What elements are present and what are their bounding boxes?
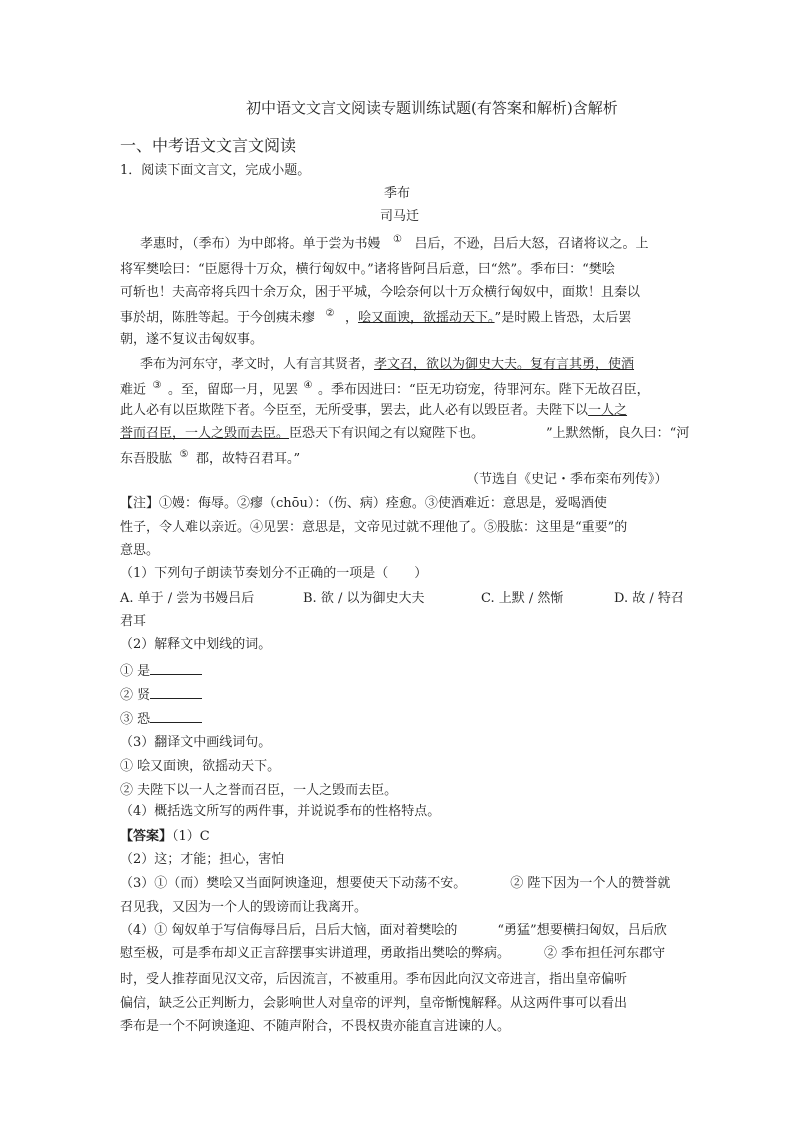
answer-text: （3）①（而）樊哙又当面阿谀逢迎，想要使天下动荡不安。 <box>120 876 467 891</box>
passage-text: ， <box>345 310 359 326</box>
passage-line <box>140 235 649 252</box>
passage-text: 孝惠时，（季布）为中郎将。单于尝为书嫚 <box>140 236 381 252</box>
section-heading: 一、中考语文文言文阅读 <box>120 136 297 155</box>
blank-label: ③ 恐 <box>120 712 151 727</box>
passage-line: 将军樊哙曰：“臣愿得十万众，横行匈奴中。”诸将皆阿吕后意，曰“然”。季布曰：“樊哙 <box>120 262 615 277</box>
footnote-marker: ③ <box>152 380 162 391</box>
option-b[interactable]: B. 欲 / 以为御史大夫 <box>303 591 425 606</box>
passage-text: 难近 <box>120 382 147 398</box>
passage-text: 孝文召，欲以为御史大夫。复有言其勇，使酒 <box>374 357 635 372</box>
option-d[interactable]: D. 故 / 特召 <box>614 591 684 606</box>
passage-text: ”是时殿上皆恐，太后罢 <box>494 310 632 326</box>
answer-line: 时，受人推荐面见汉文帝，后因流言，不被重用。季布因此向汉文帝进言，指出皇帝偏听 <box>120 972 628 987</box>
footnote-marker: ① <box>393 234 402 245</box>
passage-line <box>120 381 650 398</box>
translate-item: ① 哙又面谀，欲摇动天下。 <box>120 759 281 774</box>
answer-blank[interactable] <box>150 686 202 699</box>
answer-text: “勇猛”想要横扫匈奴，吕后欣 <box>497 923 667 938</box>
blank-label: ② 贤 <box>120 688 151 703</box>
blank-item[interactable] <box>120 686 202 704</box>
passage-text: 吕后，不逊，吕后大怒，召诸将议之。上 <box>414 236 649 252</box>
answer-blank[interactable] <box>150 710 202 723</box>
option-d-continued: 君耳 <box>120 614 147 629</box>
sub-question-3: （3）翻译文中画线词句。 <box>120 735 272 750</box>
footnote-marker: ④ <box>303 380 313 391</box>
sub-question-4: （4）概括选文所写的两件事，并说说季布的性格特点。 <box>120 804 441 819</box>
answer-line: （2）这；才能；担心，害怕 <box>120 852 285 867</box>
question-intro: 1．阅读下面文言文，完成小题。 <box>120 163 311 178</box>
passage-text: 此人必有以臣欺陛下者。今臣至，无所受事，罢去，此人必有以毁臣者。夫陛下以 <box>120 403 589 418</box>
passage-text: 。季布因进曰：“臣无功窃宠，待罪河东。陛下无故召臣， <box>318 382 650 398</box>
answer-line: 季布是一个不阿谀逢迎、不随声附合，不畏权贵亦能直言进谏的人。 <box>120 1019 511 1034</box>
answer-line <box>120 876 670 892</box>
blank-label: ① 是 <box>120 664 151 679</box>
passage-text: 东吾股肱 <box>120 451 173 467</box>
passage-line <box>120 426 689 442</box>
passage-line <box>120 309 631 326</box>
passage-line <box>120 450 300 467</box>
notes-line: 【注】①嫚：侮辱。②瘳（chōu）：（伤、病）痊愈。③使酒难近：意思是，爱喝酒使 <box>120 496 607 511</box>
underlined-sentence: 誉而召臣，一人之毁而去臣。 <box>120 426 290 441</box>
article-author: 司马迁 <box>380 209 420 224</box>
answer-line: 召见我，又因为一个人的毁谤而让我离开。 <box>120 900 368 915</box>
passage-text: 。至，留邸一月，见罢 <box>168 382 299 398</box>
passage-line <box>140 357 634 373</box>
answer-line: 偏信，缺乏公正判断力，会影响世人对皇帝的评判，皇帝惭愧解释。从这两件事可以看出 <box>120 996 628 1011</box>
blank-item[interactable] <box>120 710 202 728</box>
option-a[interactable]: A. 单于 / 尝为书嫚吕后 <box>120 591 255 606</box>
passage-line: 朝，遂不复议击匈奴事。 <box>120 332 264 347</box>
answer-label: 【答案】 <box>120 829 173 844</box>
sub-question-2: （2）解释文中划线的词。 <box>120 637 272 652</box>
passage-line <box>120 403 720 419</box>
underlined-sentence: 一人之 <box>588 403 628 418</box>
answer-text: ② 季布担任河东郡守 <box>544 946 666 961</box>
passage-line: 可斩也！夫高帝将兵四十余万众，困于平城，今哙奈何以十万众横行匈奴中，面欺！且秦以 <box>120 285 641 300</box>
answer-line <box>120 829 210 845</box>
answer-line <box>120 923 667 939</box>
passage-text: 事於胡，陈胜等起。于今创痍未瘳 <box>120 310 316 326</box>
page-title: 初中语文文言文阅读专题训练试题(有答案和解析)含解析 <box>246 99 618 117</box>
notes-line: 性子，令人难以亲近。④见罢：意思是，文帝见过就不理他了。⑤股肱：这里是“重要”的 <box>120 520 628 535</box>
answer-text: 慰至极，可是季布却义正言辞摆事实讲道理，勇敢指出樊哙的弊病。 <box>120 946 511 961</box>
article-title: 季布 <box>384 186 411 201</box>
sub-question-1: （1）下列句子朗读节奏划分不正确的一项是（ ） <box>120 566 428 581</box>
footnote-marker: ⑤ <box>179 449 189 460</box>
blank-item[interactable] <box>120 662 202 680</box>
option-c[interactable]: C. 上默 / 然惭 <box>481 591 564 606</box>
passage-text: 季布为河东守，孝文时，人有言其贤者， <box>140 357 375 372</box>
passage-text: 臣恐天下有识闻之有以窥陛下也。 <box>289 426 485 441</box>
passage-text: 郡，故特召君耳。” <box>196 451 301 467</box>
passage-source: （节选自《史记・季布栾布列传》） <box>466 472 668 487</box>
underlined-sentence: 哙又面谀，欲摇动天下。 <box>358 310 495 326</box>
answer-text: （4）① 匈奴单于写信侮辱吕后，吕后大恼，面对着樊哙的 <box>120 923 458 938</box>
answer-blank[interactable] <box>150 662 202 675</box>
passage-text: ”上默然惭，良久曰：“河 <box>546 426 690 441</box>
translate-item: ② 夫陛下以一人之誉而召臣，一人之毁而去臣。 <box>120 783 398 798</box>
footnote-marker: ② <box>325 308 335 319</box>
answer-text: （1）C <box>172 829 210 844</box>
notes-line: 意思。 <box>120 543 160 558</box>
answer-text: ② 陛下因为一个人的赞誉就 <box>510 876 671 891</box>
answer-line <box>120 946 665 962</box>
